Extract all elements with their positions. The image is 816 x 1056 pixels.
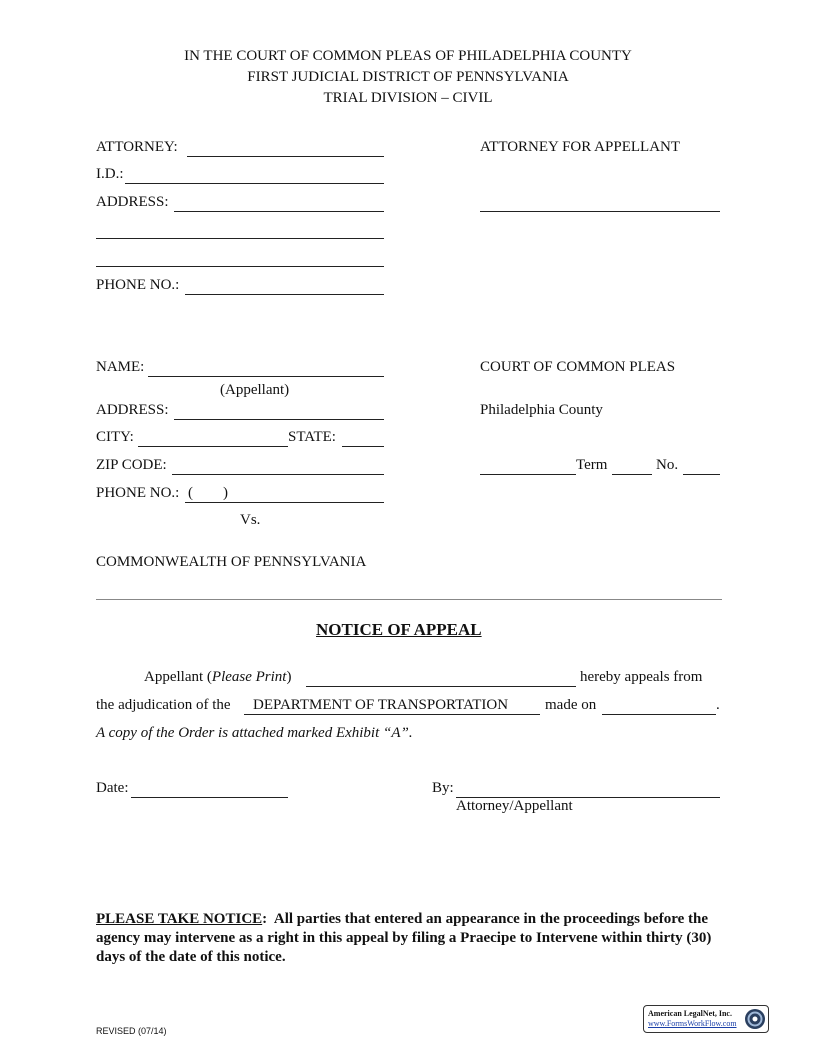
- county-name: Philadelphia County: [480, 402, 603, 418]
- appellant-caption: (Appellant): [220, 382, 290, 398]
- division-title: TRIAL DIVISION – CIVIL: [323, 90, 493, 106]
- section-divider: [96, 599, 722, 600]
- attorney-for-appellant-field[interactable]: [480, 211, 720, 212]
- attorney-phone-label: PHONE NO.:: [96, 277, 180, 293]
- attorney-address-field-2[interactable]: [96, 238, 384, 239]
- versus-label: Vs.: [240, 512, 261, 528]
- globe-icon: [744, 1008, 766, 1030]
- id-field[interactable]: [125, 183, 384, 184]
- notice-of-appeal-title: NOTICE OF APPEAL: [316, 620, 482, 639]
- term-field[interactable]: [612, 474, 652, 475]
- attorney-appellant-caption: Attorney/Appellant: [456, 798, 573, 814]
- court-title: IN THE COURT OF COMMON PLEAS OF PHILADELPHIA COUNTY: [184, 48, 632, 64]
- state-field[interactable]: [342, 446, 384, 447]
- number-label: No.: [656, 457, 679, 473]
- attorney-phone-field[interactable]: [185, 294, 384, 295]
- phone-area-code: ( ): [188, 485, 228, 501]
- logo-company: American LegalNet, Inc.: [648, 1009, 732, 1018]
- city-label: CITY:: [96, 429, 134, 445]
- attorney-address-field[interactable]: [174, 211, 384, 212]
- number-field[interactable]: [683, 474, 720, 475]
- please-take-notice-text: All parties that entered an appearance in the proceedings before the agency may intervene as a right in this appeal by filing a Praecipe to Intervene within thirty (30) days of the date of this notice.: [96, 911, 712, 965]
- agency-name: DEPARTMENT OF TRANSPORTATION: [253, 697, 509, 713]
- appellant-phone-label: PHONE NO.:: [96, 485, 180, 501]
- revised-date: REVISED (07/14): [96, 1026, 167, 1036]
- id-label: I.D.:: [96, 166, 124, 182]
- date-field[interactable]: [131, 797, 288, 798]
- made-on-text: made on: [545, 697, 597, 713]
- adjudication-text: the adjudication of the: [96, 697, 231, 713]
- attorney-address-label: ADDRESS:: [96, 194, 169, 210]
- date-label: Date:: [96, 780, 129, 796]
- attorney-field[interactable]: [187, 156, 384, 157]
- logo-url[interactable]: www.FormsWorkFlow.com: [648, 1019, 737, 1028]
- appellant-phone-field[interactable]: [185, 502, 384, 503]
- made-on-period: .: [716, 697, 720, 713]
- agency-field[interactable]: [244, 714, 540, 715]
- please-take-notice: PLEASE TAKE NOTICE: All parties that entered an appearance in the proceedings before the agency may intervene as a right in this appeal by filing a Praecipe to Intervene within thirty (30) days of the date of this notice.: [96, 911, 712, 965]
- appeals-from-text: hereby appeals from: [580, 669, 703, 685]
- appellant-address-label: ADDRESS:: [96, 402, 169, 418]
- american-legalnet-logo: [643, 1005, 769, 1033]
- court-name: COURT OF COMMON PLEAS: [480, 359, 676, 375]
- zip-label: ZIP CODE:: [96, 457, 167, 473]
- by-label: By:: [432, 780, 454, 796]
- please-take-notice-label: PLEASE TAKE NOTICE: [96, 911, 263, 927]
- term-label: Term: [576, 457, 608, 473]
- zip-field[interactable]: [172, 474, 384, 475]
- name-label: NAME:: [96, 359, 145, 375]
- appellant-address-field[interactable]: [174, 419, 384, 420]
- appellant-print-field[interactable]: [306, 686, 576, 687]
- made-on-date-field[interactable]: [602, 714, 716, 715]
- attorney-label: ATTORNEY:: [96, 139, 178, 155]
- state-label: STATE:: [288, 429, 336, 445]
- district-title: FIRST JUDICIAL DISTRICT OF PENNSYLVANIA: [247, 69, 569, 85]
- city-field[interactable]: [138, 446, 288, 447]
- name-field[interactable]: [148, 376, 384, 377]
- attorney-address-field-3[interactable]: [96, 266, 384, 267]
- respondent-name: COMMONWEALTH OF PENNSYLVANIA: [96, 554, 367, 570]
- attorney-for-appellant: ATTORNEY FOR APPELLANT: [480, 139, 681, 155]
- term-year-field[interactable]: [480, 474, 576, 475]
- appellant-print-label: Appellant (Please Print): [144, 669, 292, 685]
- exhibit-note: A copy of the Order is attached marked Exhibit “A”.: [96, 725, 413, 741]
